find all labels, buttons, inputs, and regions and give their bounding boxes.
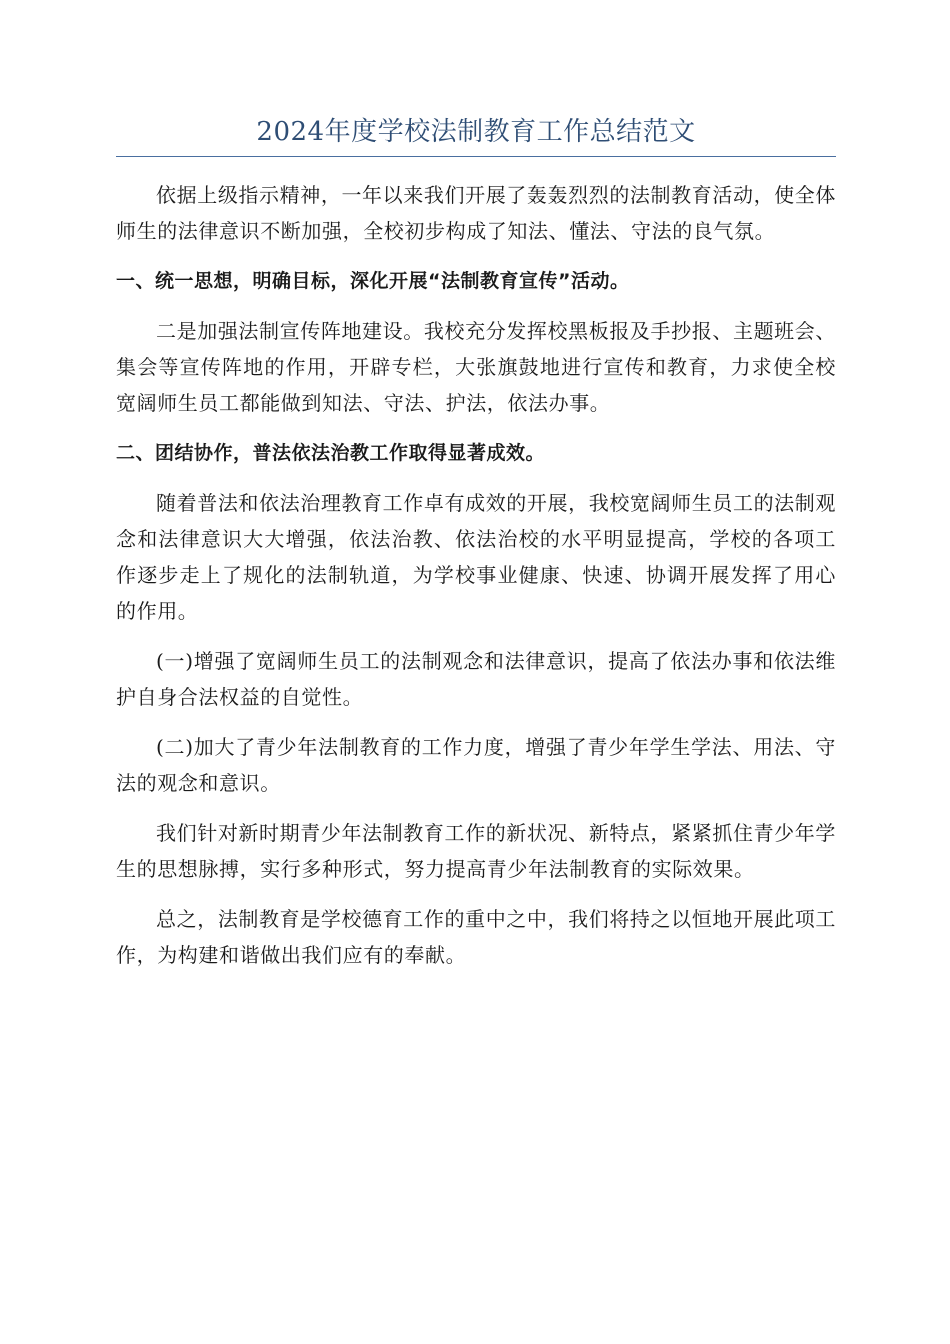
section-2-paragraph-2: (一)增强了宽阔师生员工的法制观念和法律意识，提高了依法办事和依法维护自身合法权益的自觉性。 xyxy=(116,649,836,709)
intro-paragraph: 依据上级指示精神，一年以来我们开展了轰轰烈烈的法制教育活动，使全体师生的法律意识不断加强，全校初步构成了知法、懂法、守法的良气氛。 xyxy=(116,183,836,243)
section-2-paragraph-4: 我们针对新时期青少年法制教育工作的新状况、新特点，紧紧抓住青少年学生的思想脉搏，实行多种形式，努力提高青少年法制教育的实际效果。 xyxy=(116,821,836,881)
section-1-heading: 一、统一思想，明确目标，深化开展“法制教育宣传”活动。 xyxy=(116,270,630,292)
section-2-paragraph-3: (二)加大了青少年法制教育的工作力度，增强了青少年学生学法、用法、守法的观念和意识。 xyxy=(116,735,836,795)
document-title: 2024年度学校法制教育工作总结范文 xyxy=(116,110,836,157)
section-2-paragraph-5: 总之，法制教育是学校德育工作的重中之中，我们将持之以恒地开展此项工作，为构建和谐做出我们应有的奉献。 xyxy=(116,907,836,967)
section-1-paragraph-1: 二是加强法制宣传阵地建设。我校充分发挥校黑板报及手抄报、主题班会、集会等宣传阵地的作用，开辟专栏，大张旗鼓地进行宣传和教育，力求使全校宽阔师生员工都能做到知法、守法、护法，依法办事。 xyxy=(116,319,836,415)
document-page xyxy=(116,110,836,987)
section-2-paragraph-1: 随着普法和依法治理教育工作卓有成效的开展，我校宽阔师生员工的法制观念和法律意识大大增强，依法治教、依法治校的水平明显提高，学校的各项工作逐步走上了规化的法制轨道，为学校事业健康、快速、协调开展发挥了用心的作用。 xyxy=(116,491,836,623)
section-2-heading: 二、团结协作，普法依法治教工作取得显著成效。 xyxy=(116,442,546,464)
